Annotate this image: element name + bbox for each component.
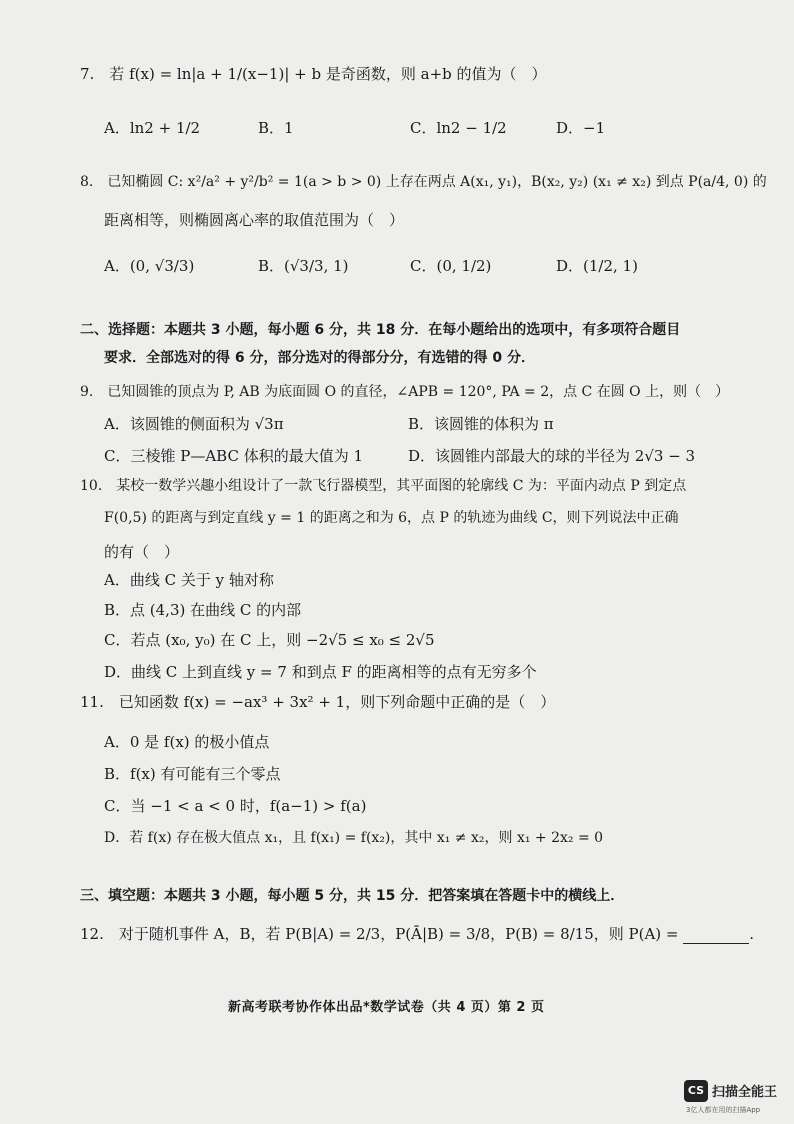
q9-option-b: B．该圆锥的体积为 π xyxy=(408,415,554,433)
section2-heading-line1: 二、选择题：本题共 3 小题，每小题 6 分，共 18 分．在每小题给出的选项中，有多项符合题目 xyxy=(80,322,681,338)
q10-option-c: C．若点 (x₀, y₀) 在 C 上，则 −2√5 ≤ x₀ ≤ 2√5 xyxy=(104,631,435,649)
q7-option-c: C．ln2 − 1/2 xyxy=(410,119,507,137)
q11-option-c: C．当 −1 < a < 0 时，f(a−1) > f(a) xyxy=(104,797,367,815)
q8-stem: 8. 已知椭圆 C: x²/a² + y²/b² = 1(a > b > 0) 上存在两点 A(x₁, y₁)，B(x₂, y₂) (x₁ ≠ x₂) 到点 P(a/4, 0) 的 xyxy=(80,174,767,190)
q9-stem: 9. 已知圆锥的顶点为 P, AB 为底面圆 O 的直径，∠APB = 120°, PA = 2，点 C 在圆 O 上，则（ ） xyxy=(80,384,730,400)
q10-option-a: A．曲线 C 关于 y 轴对称 xyxy=(104,571,274,589)
q8-option-b: B．(√3/3, 1) xyxy=(258,257,349,275)
section3-heading: 三、填空题：本题共 3 小题，每小题 5 分，共 15 分．把答案填在答题卡中的横线上． xyxy=(80,888,625,904)
camscanner-name: 扫描全能王 xyxy=(712,1085,778,1100)
camscanner-tagline: 3亿人都在用的扫描App xyxy=(686,1106,761,1114)
page-footer: 新高考联考协作体出品*数学试卷（共 4 页）第 2 页 xyxy=(228,1000,545,1015)
q12-answer-blank xyxy=(683,929,749,944)
q10-stem-line3: 的有（ ） xyxy=(104,543,180,561)
camscanner-logo-icon: CS xyxy=(684,1080,708,1102)
q9-option-c: C．三棱锥 P—ABC 体积的最大值为 1 xyxy=(104,447,364,465)
q11-stem: 11. 已知函数 f(x) = −ax³ + 3x² + 1，则下列命题中正确的是（ ） xyxy=(80,693,556,711)
q8-option-a: A．(0, √3/3) xyxy=(104,257,195,275)
q12 xyxy=(80,924,754,944)
q9-option-a: A．该圆锥的侧面积为 √3π xyxy=(104,415,284,433)
q7-option-d: D．−1 xyxy=(556,119,606,137)
bleed-through xyxy=(540,92,552,109)
q11-option-d: D．若 f(x) 存在极大值点 x₁，且 f(x₁) = f(x₂)，其中 x₁ ≠ x₂，则 x₁ + 2x₂ = 0 xyxy=(104,830,604,846)
q11-option-a: A．0 是 f(x) 的极小值点 xyxy=(104,733,270,751)
section2-heading-line2: 要求．全部选对的得 6 分，部分选对的得部分分，有选错的得 0 分． xyxy=(104,350,535,366)
q7-option-b: B．1 xyxy=(258,119,294,137)
q8-stem-line2: 距离相等，则椭圆离心率的取值范围为（ ） xyxy=(104,211,405,229)
q10-stem-line1: 10. 某校一数学兴趣小组设计了一款飞行器模型，其平面图的轮廓线 C 为：平面内动点 P 到定点 xyxy=(80,478,687,494)
q10-stem-line2: F(0,5) 的距离与到定直线 y = 1 的距离之和为 6，点 P 的轨迹为曲线 C，则下列说法中正确 xyxy=(104,510,679,526)
q10-option-d: D．曲线 C 上到直线 y = 7 和到点 F 的距离相等的点有无穷多个 xyxy=(104,663,537,681)
q12-stem: 12. 对于随机事件 A，B，若 P(B|A) = 2/3，P(Ā|B) = 3/8，P(B) = 8/15，则 P(A) = xyxy=(80,925,679,943)
q8-option-c: C．(0, 1/2) xyxy=(410,257,492,275)
q11-option-b: B．f(x) 有可能有三个零点 xyxy=(104,765,281,783)
q9-option-d: D．该圆锥内部最大的球的半径为 2√3 − 3 xyxy=(408,447,696,465)
q12-end: . xyxy=(749,925,755,943)
q7-stem: 7. 若 f(x) = ln|a + 1/(x−1)| + b 是奇函数，则 a+b 的值为（ ） xyxy=(80,65,547,83)
q7-option-a: A．ln2 + 1/2 xyxy=(104,119,201,137)
q10-option-b: B．点 (4,3) 在曲线 C 的内部 xyxy=(104,601,302,619)
q8-option-d: D．(1/2, 1) xyxy=(556,257,638,275)
